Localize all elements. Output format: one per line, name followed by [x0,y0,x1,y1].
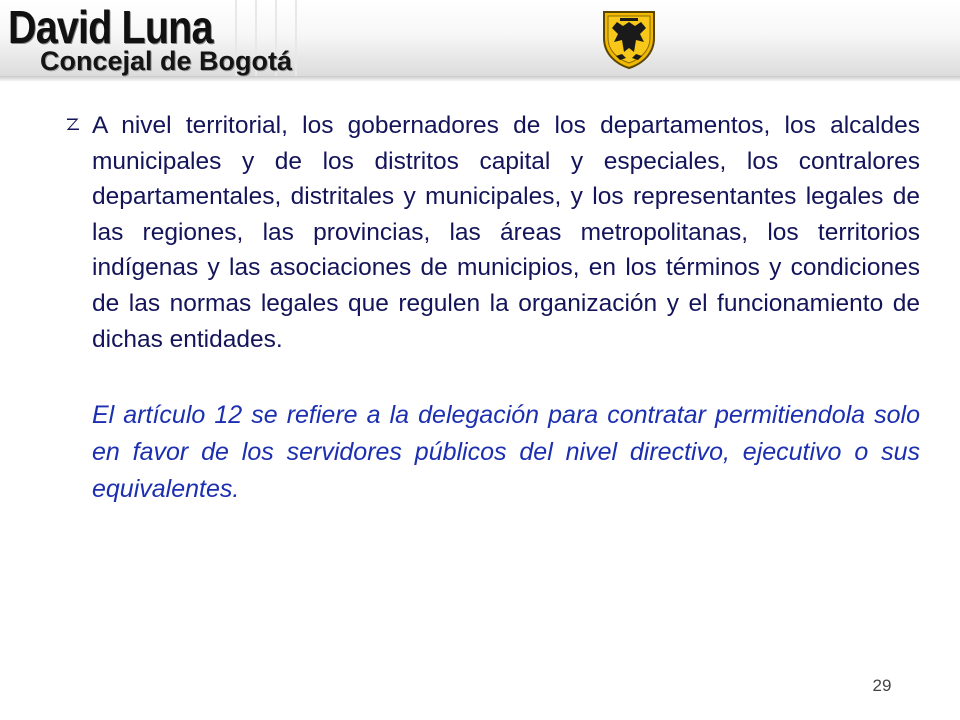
brand-name: David Luna [8,1,213,53]
brand-subtitle: Concejal de Bogotá [40,46,293,76]
slide-body [66,108,920,508]
header-stripe [295,0,297,76]
page-number: 29 [872,676,892,695]
slide-header [0,0,960,82]
bullet-z-icon [66,117,80,131]
italic-paragraph: El artículo 12 se refiere a la delegación para contratar permitiendola solo en favor de los servidores públicos del nivel directivo, ejecutivo o sus equivalentes. [92,401,920,504]
bullet-paragraph: A nivel territorial, los gobernadores de los departamentos, los alcaldes municipales y de los distritos capital y especiales, los contralores departamentales, distritales y municipales, y los representantes legales de las regiones, las provincias, las áreas metropolitanas, los territorios indígenas y las asociaciones de municipios, en los términos y condiciones de las normas legales que regulen la organización y el funcionamiento de dichas entidades. [92,112,920,353]
bullet-item [66,108,920,357]
coat-of-arms-icon [598,8,660,70]
header-shadow [0,76,960,82]
